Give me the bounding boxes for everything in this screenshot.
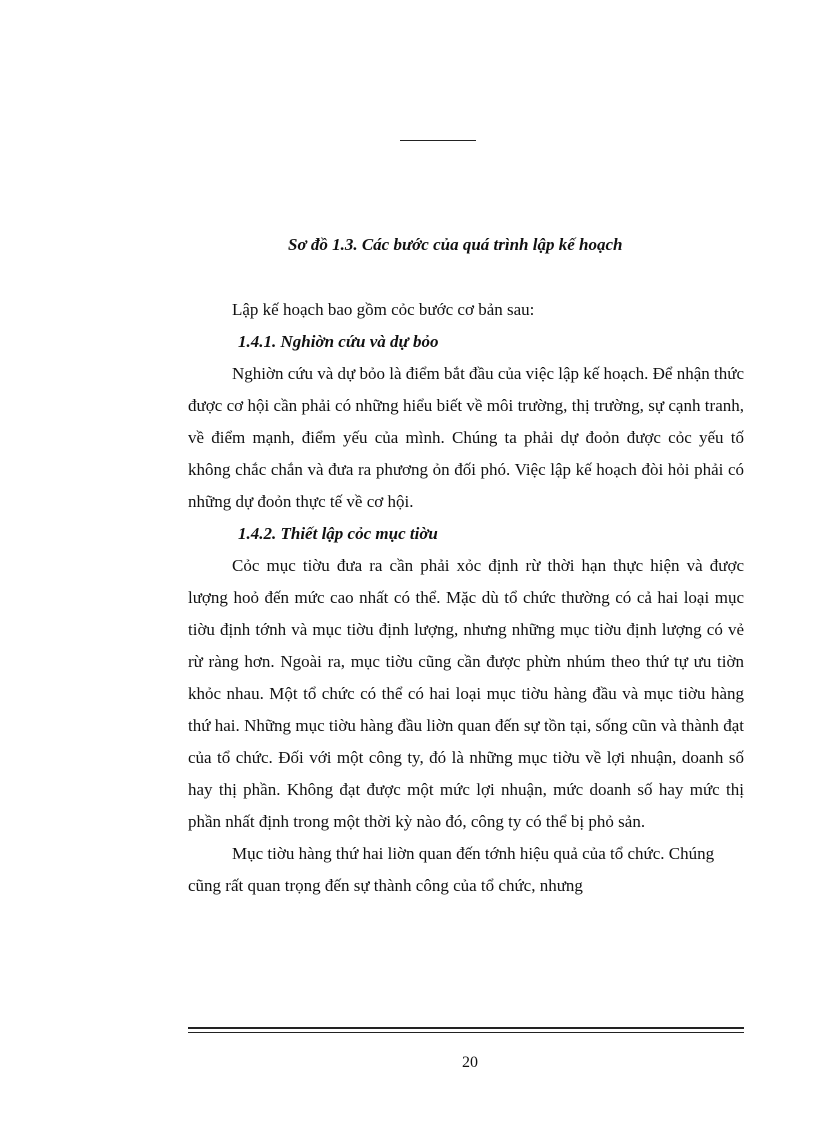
page-body [188,294,744,902]
section-heading-1-4-1: 1.4.1. Nghiờn cứu và dự bỏo [238,332,439,351]
top-separator-line [400,140,476,141]
section-1-paragraph: Nghiờn cứu và dự bỏo là điểm bắt đầu của việc lập kế hoạch. Để nhận thức được cơ hội cần phải có những hiểu biết về môi trường, thị trường, sự cạnh tranh, về điểm mạnh, điểm yếu của mình. Chúng ta phải dự đoỏn được cỏc yếu tố không chắc chắn và đưa ra phương ỏn đối phó. Việc lập kế hoạch đòi hỏi phải có những dự đoỏn thực tế về cơ hội. [188,364,744,511]
page-number: 20 [462,1054,478,1071]
section-heading-1-4-2: 1.4.2. Thiết lập cỏc mục tiờu [238,524,438,543]
section-2-paragraph-1: Cỏc mục tiờu đưa ra cần phải xỏc định rừ thời hạn thực hiện và được lượng hoỏ đến mức cao nhất có thể. Mặc dù tổ chức thường có cả hai loại mục tiờu định tớnh và mục tiờu định lượng, nhưng những mục tiờu định lượng có vẻ rừ ràng hơn. Ngoài ra, mục tiờu cũng cần được phừn nhúm theo thứ tự ưu tiờn khỏc nhau. Một tổ chức có thể có hai loại mục tiờu hàng đầu và mục tiờu hàng thứ hai. Những mục tiờu hàng đầu liờn quan đến sự tồn tại, sống cũn và thành đạt của tổ chức. Đối với một công ty, đó là những mục tiờu về lợi nhuận, doanh số hay thị phần. Không đạt được một mức lợi nhuận, mức doanh số hay mức thị phần nhất định trong một thời kỳ nào đó, công ty có thể bị phỏ sản. [188,556,744,831]
footer-rule-thin [188,1032,744,1033]
section-2-paragraph-2: Mục tiờu hàng thứ hai liờn quan đến tớnh hiệu quả của tổ chức. Chúng cũng rất quan trọng đến sự thành công của tổ chức, nhưng [188,844,715,895]
footer-rule-thick [188,1027,744,1029]
intro-paragraph: Lập kế hoạch bao gồm cỏc bước cơ bản sau: [232,300,535,319]
diagram-caption: Sơ đồ 1.3. Các bước của quá trình lập kế hoạch [288,235,623,254]
